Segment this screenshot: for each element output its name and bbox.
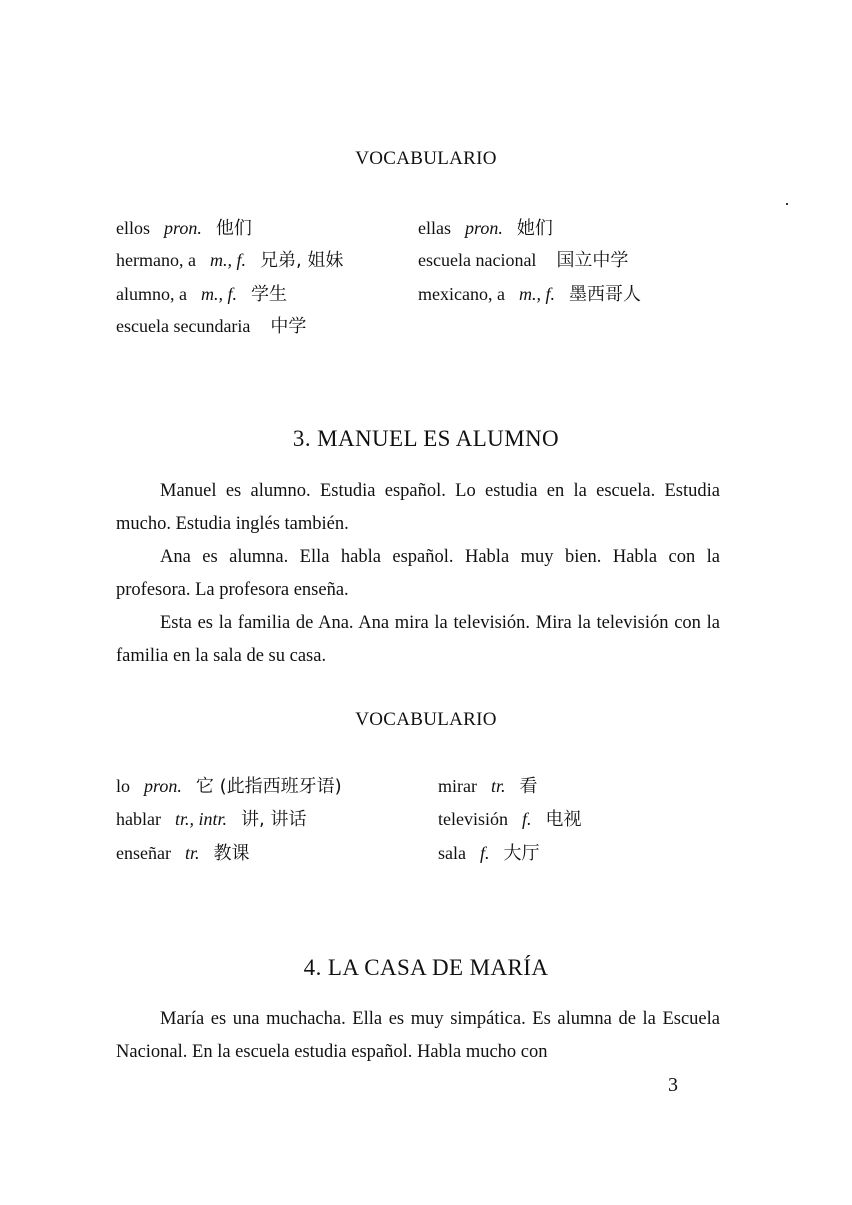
- vocabulary-heading-2: VOCABULARIO: [355, 709, 497, 730]
- lesson-4-title: 4. LA CASA DE MARÍA: [303, 955, 549, 980]
- vocab-pos: m., f.: [200, 284, 237, 304]
- vocab-entry: [418, 249, 628, 272]
- vocab-entry: [116, 842, 249, 865]
- vocab-pos: tr.: [490, 776, 506, 796]
- vocab-word: hablar: [116, 809, 161, 829]
- vocabulary-heading-1: VOCABULARIO: [355, 148, 497, 169]
- vocab-entry: [438, 842, 540, 865]
- vocab-word: mirar: [438, 776, 477, 796]
- vocab-translation: 电视: [545, 809, 582, 830]
- vocab-word: ellas: [418, 218, 451, 238]
- vocab-entry: [116, 217, 252, 240]
- vocab-entry: [418, 217, 553, 240]
- vocab-entry: [438, 775, 538, 798]
- vocab-translation: 兄弟, 姐妹: [259, 250, 344, 271]
- vocab-pos: m., f.: [209, 250, 246, 270]
- vocab-entry: [116, 808, 306, 831]
- vocab-translation: 国立中学: [556, 250, 629, 271]
- vocab-translation: 教课: [213, 843, 250, 864]
- vocab-translation: 墨西哥人: [568, 284, 641, 305]
- lesson-3-paragraph-2: Ana es alumna. Ella habla español. Habla muy bien. Habla con la profesora. La profesora enseña.: [116, 547, 720, 600]
- vocab-pos: m., f.: [518, 284, 555, 304]
- vocab-translation: 他们: [215, 218, 252, 239]
- vocab-pos: pron.: [465, 218, 503, 238]
- vocab-word: ellos: [116, 218, 150, 238]
- vocab-word: alumno, a: [116, 284, 187, 304]
- vocab-pos: tr.: [184, 843, 200, 863]
- vocab-word: escuela nacional: [418, 250, 537, 270]
- vocab-word: mexicano, a: [418, 284, 505, 304]
- vocab-pos: pron.: [164, 218, 202, 238]
- page-number: 3: [668, 1074, 678, 1096]
- vocab-entry: [438, 808, 582, 831]
- lesson-3-paragraph-3: Esta es la familia de Ana. Ana mira la televisión. Mira la televisión con la familia en la sala de su casa.: [116, 613, 720, 666]
- vocab-translation: 她们: [516, 218, 553, 239]
- vocab-pos: pron.: [144, 776, 182, 796]
- vocab-pos: tr., intr.: [174, 809, 228, 829]
- print-speck: [786, 203, 788, 205]
- vocab-translation: 它 (此指西班牙语): [195, 776, 342, 797]
- vocab-translation: 讲, 讲话: [241, 809, 307, 830]
- lesson-3-paragraph-1: Manuel es alumno. Estudia español. Lo estudia en la escuela. Estudia mucho. Estudia inglés también.: [116, 481, 720, 534]
- vocab-entry: [116, 249, 343, 272]
- vocab-word: enseñar: [116, 843, 171, 863]
- vocab-entry: [418, 283, 641, 306]
- vocab-word: hermano, a: [116, 250, 196, 270]
- lesson-3-title: 3. MANUEL ES ALUMNO: [292, 426, 560, 451]
- vocab-translation: 学生: [250, 284, 287, 305]
- vocab-pos: f.: [522, 809, 532, 829]
- lesson-4-paragraph-1: María es una muchacha. Ella es muy simpática. Es alumna de la Escuela Nacional. En la escuela estudia español. Habla mucho con: [116, 1009, 720, 1062]
- vocab-translation: 看: [519, 776, 538, 797]
- vocab-translation: 大厅: [503, 843, 540, 864]
- vocab-entry: [116, 283, 287, 306]
- vocab-entry: [116, 315, 306, 338]
- vocab-word: lo: [116, 776, 131, 796]
- vocab-word: sala: [438, 843, 466, 863]
- vocab-word: televisión: [438, 809, 508, 829]
- vocab-pos: f.: [479, 843, 490, 863]
- vocab-word: escuela secundaria: [116, 316, 251, 336]
- vocab-translation: 中学: [270, 316, 307, 337]
- vocab-entry: [116, 775, 342, 798]
